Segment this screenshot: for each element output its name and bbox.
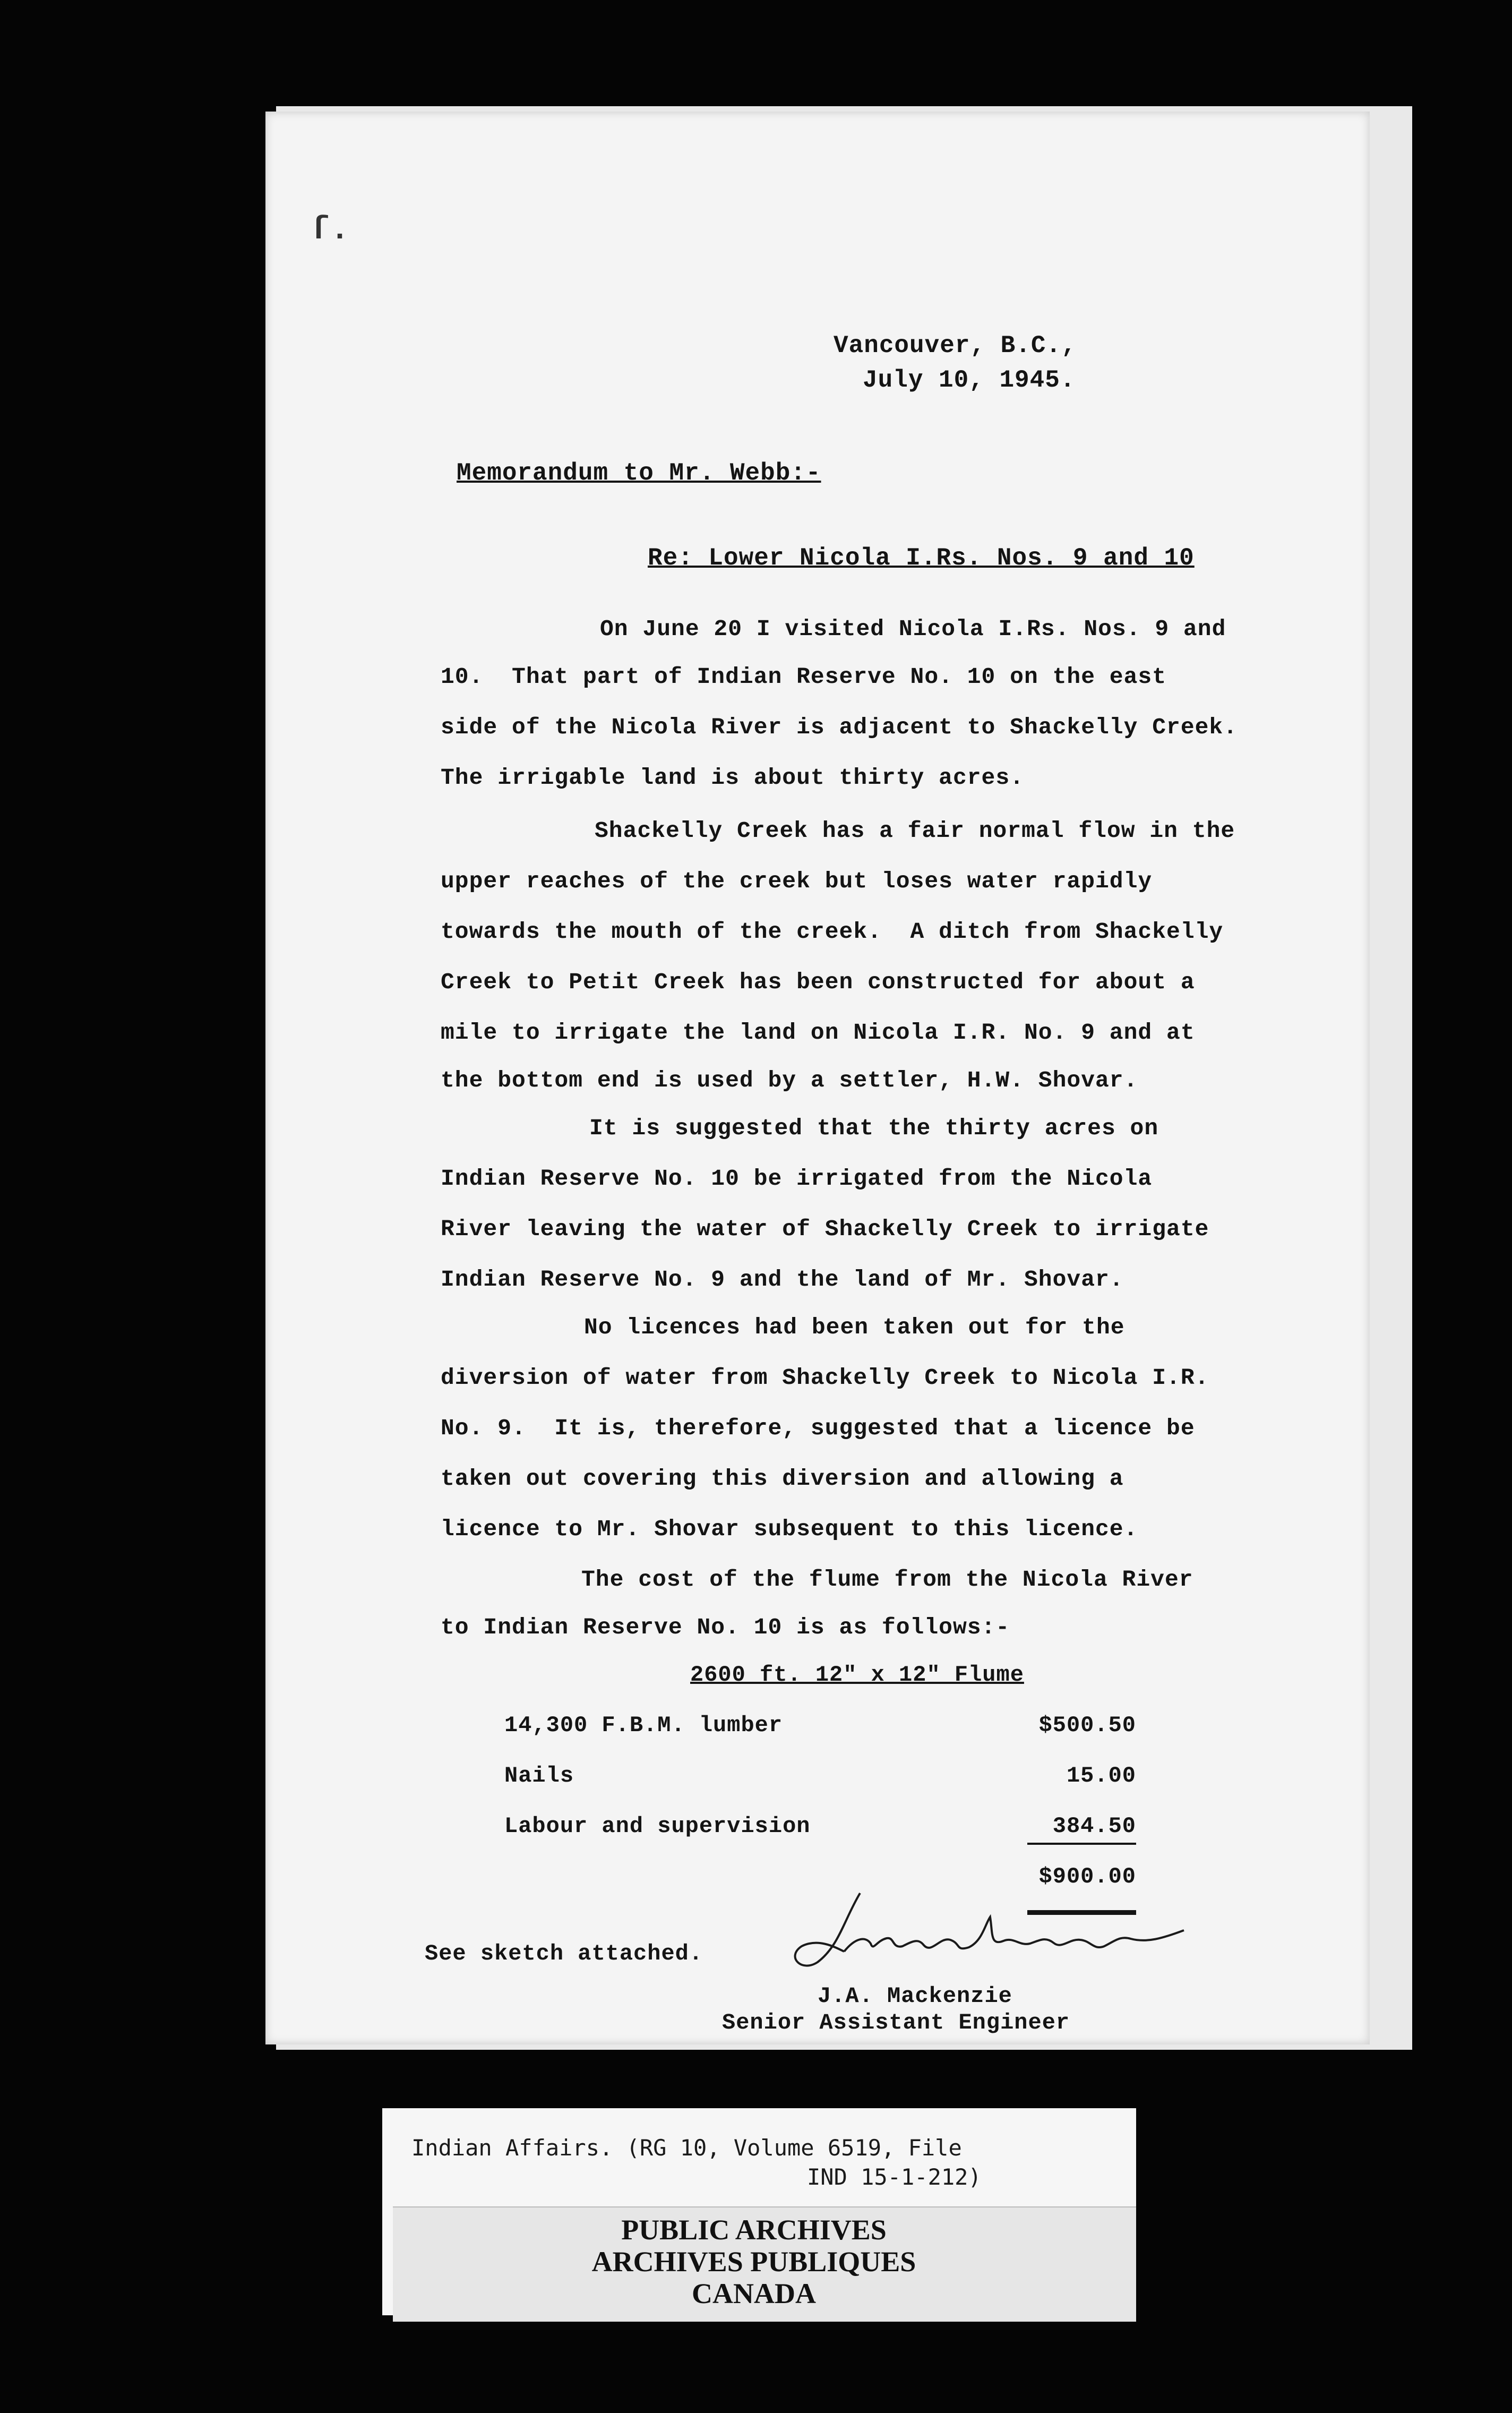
- archives-stamp-line: CANADA: [692, 2278, 816, 2309]
- signer-name: J.A. Mackenzie: [818, 1983, 1012, 2009]
- cost-item-amount: 384.50: [1052, 1813, 1136, 1839]
- body-line: The cost of the flume from the Nicola River: [581, 1567, 1193, 1593]
- cost-item-amount: $500.50: [1038, 1713, 1136, 1738]
- sketch-note: See sketch attached.: [425, 1941, 703, 1966]
- cost-total: $900.00: [1038, 1864, 1136, 1889]
- date-line: July 10, 1945.: [863, 366, 1076, 394]
- cost-item-label: Labour and supervision: [504, 1813, 811, 1839]
- body-line: diversion of water from Shackelly Creek to Nicola I.R.: [441, 1365, 1209, 1391]
- archives-stamp-line: PUBLIC ARCHIVES: [621, 2214, 887, 2246]
- body-line: upper reaches of the creek but loses water rapidly: [441, 868, 1153, 894]
- body-line: to Indian Reserve No. 10 is as follows:-: [441, 1614, 1010, 1640]
- body-line: towards the mouth of the creek. A ditch from Shackelly: [441, 919, 1224, 945]
- body-line: River leaving the water of Shackelly Creek to irrigate: [441, 1216, 1209, 1242]
- body-line: 10. That part of Indian Reserve No. 10 on the east: [441, 664, 1167, 690]
- body-line: Indian Reserve No. 10 be irrigated from the Nicola: [441, 1166, 1153, 1192]
- body-line: Creek to Petit Creek has been constructed for about a: [441, 969, 1195, 995]
- cost-item-label: 14,300 F.B.M. lumber: [504, 1713, 783, 1738]
- body-line: No. 9. It is, therefore, suggested that a licence be: [441, 1415, 1195, 1441]
- subtotal-rule: [1027, 1843, 1136, 1845]
- archive-reference-file: IND 15-1-212): [807, 2164, 982, 2190]
- body-line: Shackelly Creek has a fair normal flow in the: [595, 818, 1235, 844]
- punch-mark: ſ.: [311, 212, 350, 249]
- body-line: side of the Nicola River is adjacent to Shackelly Creek.: [441, 714, 1238, 740]
- body-line: licence to Mr. Shovar subsequent to this licence.: [441, 1516, 1138, 1542]
- signer-title: Senior Assistant Engineer: [722, 2010, 1070, 2035]
- body-line: It is suggested that the thirty acres on: [589, 1115, 1159, 1141]
- place-line: Vancouver, B.C.,: [834, 332, 1077, 360]
- body-line: The irrigable land is about thirty acres.: [441, 765, 1024, 791]
- body-line: On June 20 I visited Nicola I.Rs. Nos. 9 and: [600, 616, 1226, 642]
- cost-item-label: Nails: [504, 1763, 574, 1789]
- signature: [780, 1888, 1195, 1973]
- cost-item-amount: 15.00: [1066, 1763, 1136, 1789]
- memo-subject: Re: Lower Nicola I.Rs. Nos. 9 and 10: [648, 544, 1195, 572]
- cost-table-heading: 2600 ft. 12" x 12" Flume: [690, 1662, 1024, 1688]
- archive-reference: Indian Affairs. (RG 10, Volume 6519, File: [411, 2135, 962, 2161]
- memo-recipient: Memorandum to Mr. Webb:-: [457, 459, 821, 487]
- body-line: taken out covering this diversion and allowing a: [441, 1466, 1124, 1492]
- body-line: mile to irrigate the land on Nicola I.R. No. 9 and at: [441, 1020, 1195, 1046]
- body-line: Indian Reserve No. 9 and the land of Mr. Shovar.: [441, 1267, 1124, 1293]
- archives-stamp-line: ARCHIVES PUBLIQUES: [591, 2246, 916, 2278]
- body-line: No licences had been taken out for the: [584, 1314, 1125, 1340]
- body-line: the bottom end is used by a settler, H.W. Shovar.: [441, 1067, 1138, 1093]
